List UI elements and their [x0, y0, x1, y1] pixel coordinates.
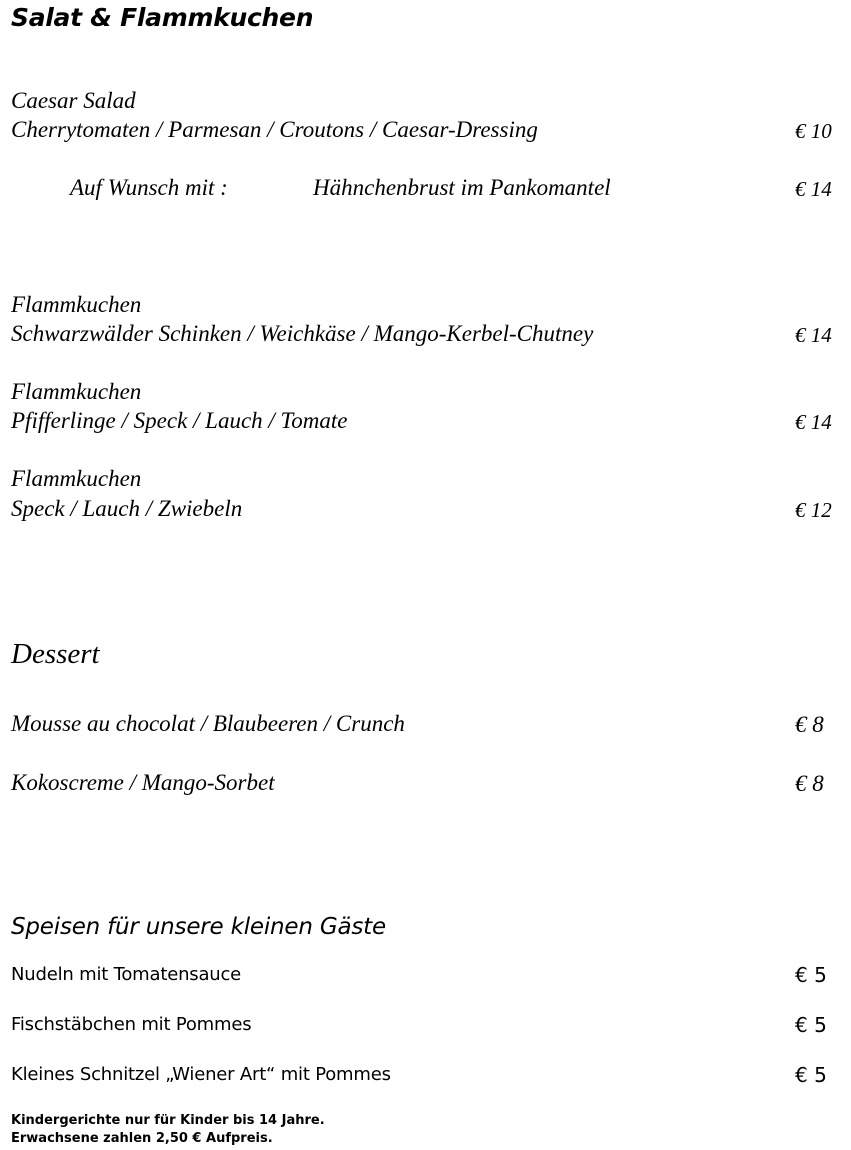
- dessert-2-price: € 8: [795, 771, 824, 796]
- caesar-option-label: Auf Wunsch mit :: [70, 175, 228, 200]
- caesar-price: € 10: [795, 119, 832, 143]
- kids-note-line-1: Kindergerichte nur für Kinder bis 14 Jahre.: [11, 1113, 325, 1128]
- caesar-desc: Cherrytomaten / Parmesan / Croutons / Caesar-Dressing: [11, 117, 538, 142]
- caesar-option-price: € 14: [795, 177, 832, 201]
- dessert-1-desc: Mousse au chocolat / Blaubeeren / Crunch: [11, 711, 405, 736]
- section-heading-dessert: Dessert: [11, 638, 100, 670]
- flammkuchen-2-desc: Pfifferlinge / Speck / Lauch / Tomate: [11, 408, 348, 433]
- caesar-name: Caesar Salad: [11, 88, 136, 113]
- caesar-option-item: Hähnchenbrust im Pankomantel: [313, 175, 611, 200]
- section-heading-kids: Speisen für unsere kleinen Gäste: [11, 914, 386, 940]
- flammkuchen-1-name: Flammkuchen: [11, 292, 142, 317]
- flammkuchen-2-price: € 14: [795, 410, 832, 434]
- kids-2-price: € 5: [795, 1013, 827, 1037]
- flammkuchen-1-desc: Schwarzwälder Schinken / Weichkäse / Mango-Kerbel-Chutney: [11, 321, 594, 346]
- flammkuchen-3-name: Flammkuchen: [11, 466, 142, 491]
- kids-note-line-2: Erwachsene zahlen 2,50 € Aufpreis.: [11, 1131, 273, 1146]
- flammkuchen-3-price: € 12: [795, 498, 832, 522]
- flammkuchen-3-desc: Speck / Lauch / Zwiebeln: [11, 496, 243, 521]
- flammkuchen-2-name: Flammkuchen: [11, 379, 142, 404]
- kids-3-price: € 5: [795, 1063, 827, 1087]
- kids-1-desc: Nudeln mit Tomatensauce: [11, 964, 242, 985]
- kids-2-desc: Fischstäbchen mit Pommes: [11, 1014, 252, 1035]
- dessert-2-desc: Kokoscreme / Mango-Sorbet: [11, 770, 275, 795]
- flammkuchen-1-price: € 14: [795, 323, 832, 347]
- kids-1-price: € 5: [795, 963, 827, 987]
- dessert-1-price: € 8: [795, 712, 824, 737]
- section-heading-salat: Salat & Flammkuchen: [11, 3, 314, 32]
- kids-3-desc: Kleines Schnitzel „Wiener Art“ mit Pommes: [11, 1064, 391, 1085]
